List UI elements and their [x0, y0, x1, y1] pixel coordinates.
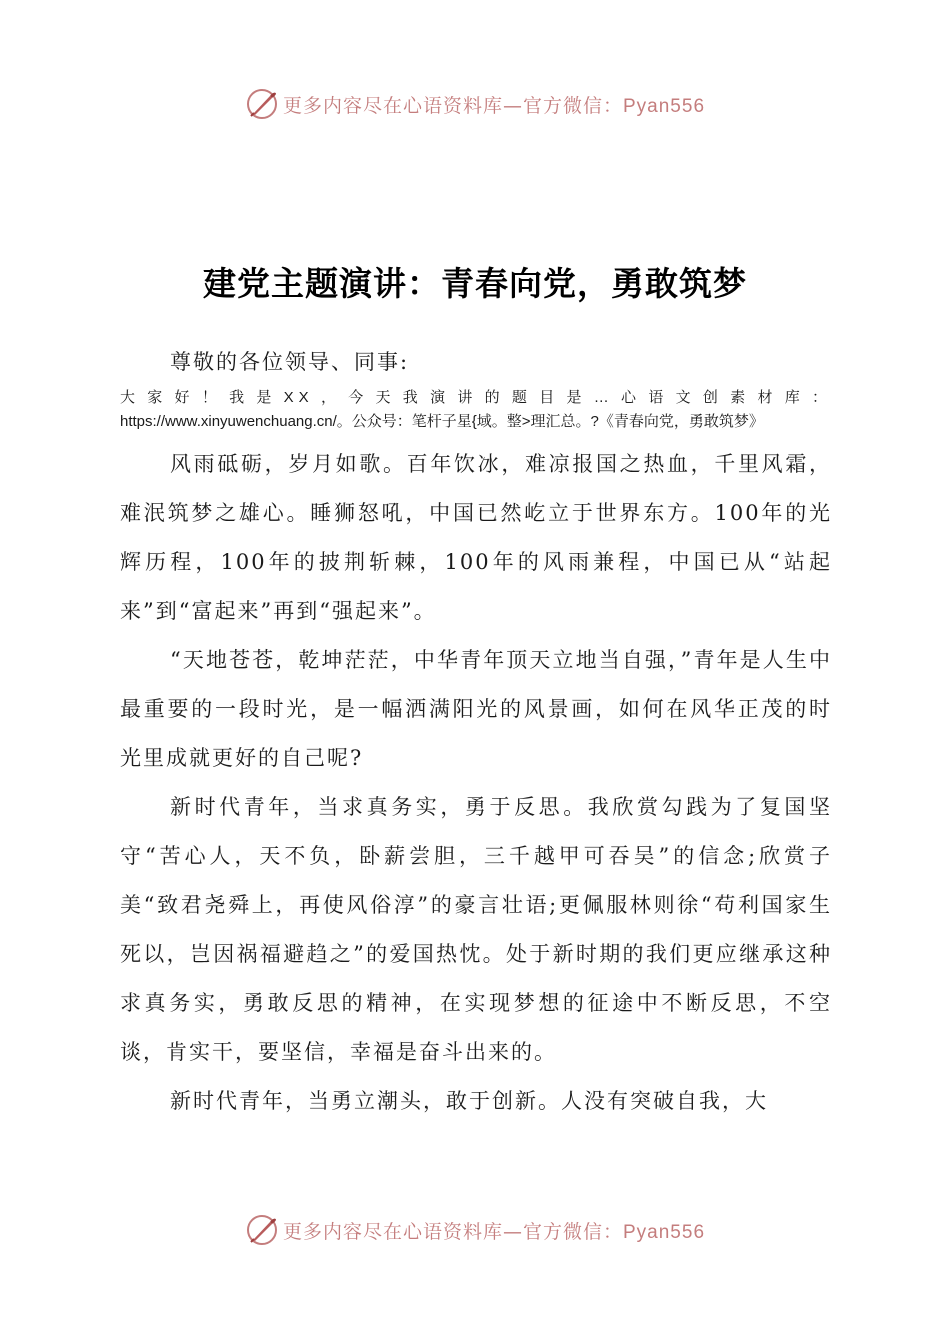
salutation: 尊敬的各位领导、同事: [170, 350, 410, 374]
intro-line [120, 386, 832, 434]
header-watermark [0, 84, 950, 124]
body-paragraph-2: “天地苍苍，乾坤茫茫，中华青年顶天立地当自强，”青年是人生中最重要的一段时光，是一幅洒满阳光的风景画，如何在风华正茂的时光里成就更好的自己呢? [120, 648, 832, 770]
body-paragraph-4: 新时代青年，当勇立潮头，敢于创新。人没有突破自我，大 [170, 1089, 768, 1113]
watermark-wechat-id: Pyan556 [623, 95, 706, 117]
body-paragraph-1: 风雨砥砺，岁月如歌。百年饮冰，难凉报国之热血，千里风霜，难泯筑梦之雄心。睡狮怒吼，中国已然屹立于世界东方。100年的光辉历程，100年的披荆斩棘，100年的风雨兼程，中国已从“站起来”到“富起来”再到“强起来”。 [120, 452, 832, 623]
watermark-text [283, 91, 705, 118]
document-title: 建党主题演讲：青春向党，勇敢筑梦 [203, 264, 747, 303]
quill-pen-icon [245, 87, 279, 121]
watermark-text [283, 1217, 705, 1244]
watermark-brand: 更多内容尽在心语资料库 [282, 94, 503, 117]
watermark-brand: 更多内容尽在心语资料库 [282, 1220, 503, 1243]
intro-greeting: 大家好！我是XX，今天我演讲的题目是…心语文创素材库： [120, 389, 832, 406]
document-body [120, 440, 832, 1126]
watermark-dash: — [502, 1220, 523, 1243]
intro-link-text: https://www.xinyuwenchuang.cn/。公众号：笔杆子星{域。整>理汇总。?《青春向党，勇敢筑梦》 [120, 413, 764, 430]
watermark-wechat-label: 官方微信： [522, 94, 623, 117]
watermark-wechat-id: Pyan556 [623, 1221, 706, 1243]
watermark-dash: — [502, 94, 523, 117]
quill-pen-icon [245, 1213, 279, 1247]
footer-watermark [0, 1210, 950, 1250]
watermark-wechat-label: 官方微信： [522, 1220, 623, 1243]
body-paragraph-3: 新时代青年，当求真务实，勇于反思。我欣赏勾践为了复国坚守“苦心人，天不负，卧薪尝胆，三千越甲可吞吴”的信念;欣赏子美“致君尧舜上，再使风俗淳”的豪言壮语;更佩服林则徐“苟利国家生死以，岂因祸福避趋之”的爱国热忱。处于新时期的我们更应继承这种求真务实，勇敢反思的精神，在实现梦想的征途中不断反思，不空谈，肯实干，要坚信，幸福是奋斗出来的。 [120, 795, 832, 1064]
